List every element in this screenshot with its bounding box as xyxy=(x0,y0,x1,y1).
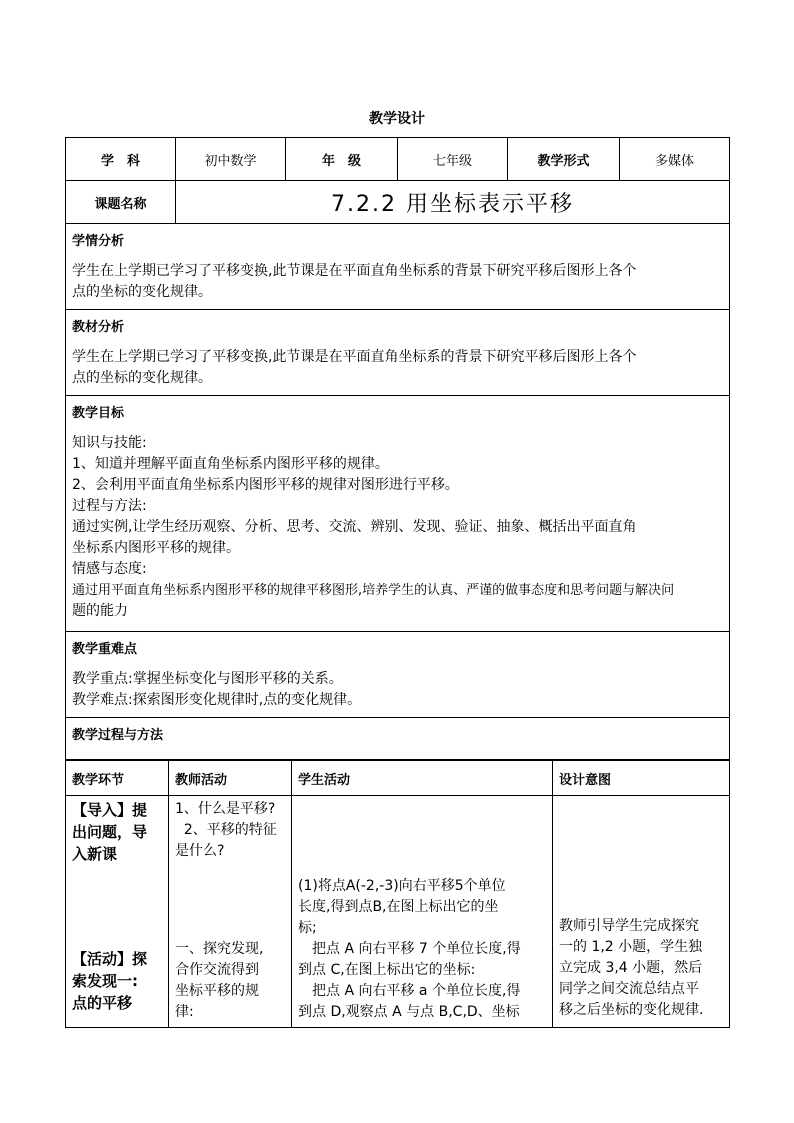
section-heading: 教材分析 xyxy=(72,320,125,335)
section-heading: 教学目标 xyxy=(72,406,125,421)
text-line: 到点 C,在图上标出它的坐标: xyxy=(298,962,476,978)
text-line: 教师引导学生完成探究 xyxy=(559,918,699,934)
material-analysis-section xyxy=(66,310,730,396)
stage-line: 出问题，导 xyxy=(72,823,148,841)
key-points-section xyxy=(66,632,730,718)
text-line: 题的能力 xyxy=(72,603,128,619)
text-line: 立完成 3,4 小题，然后 xyxy=(559,960,703,976)
intent-cell xyxy=(553,796,730,1028)
stage-cell xyxy=(66,796,169,1028)
student-analysis-row xyxy=(66,224,730,310)
goals-section xyxy=(66,396,730,632)
topic-label: 课题名称 xyxy=(66,181,176,224)
text-line: 2、平移的特征 xyxy=(175,822,277,838)
text-line: 教学难点:探索图形变化规律时,点的变化规律。 xyxy=(72,692,362,708)
text-line: 学生在上学期已学习了平移变换,此节课是在平面直角坐标系的背景下研究平移后图形上各个 xyxy=(72,263,637,279)
text-line: 点的坐标的变化规律。 xyxy=(72,284,212,300)
student-analysis-section xyxy=(66,224,730,310)
document-title: 教学设计 xyxy=(369,111,425,127)
stage-line: 索发现一: xyxy=(72,972,138,990)
text-line: 2、会利用平面直角坐标系内图形平移的规律对图形进行平移。 xyxy=(72,477,459,493)
grade-label: 年 级 xyxy=(286,138,398,181)
text-line: 到点 D,观察点 A 与点 B,C,D、坐标 xyxy=(298,1004,520,1020)
topic-row xyxy=(66,181,730,224)
process-section xyxy=(66,718,730,760)
lesson-info-table xyxy=(65,137,730,760)
col-header-student: 学生活动 xyxy=(292,761,553,796)
stage-line: 入新课 xyxy=(72,845,118,863)
text-line: 1、知道并理解平面直角坐标系内图形平移的规律。 xyxy=(72,456,389,472)
section-heading: 教学重难点 xyxy=(72,642,138,657)
stage-line: 【导入】提 xyxy=(72,801,148,819)
text-line: 把点 A 向右平移 a 个单位长度,得 xyxy=(298,983,521,999)
col-header-stage: 教学环节 xyxy=(66,761,169,796)
process-heading-row xyxy=(66,718,730,760)
text-line: 情感与态度: xyxy=(72,561,147,577)
text-line: 通过用平面直角坐标系内图形平移的规律平移图形,培养学生的认真、严谨的做事态度和思考问题与解决问 xyxy=(72,583,675,598)
text-line: 坐标系内图形平移的规律。 xyxy=(72,540,240,556)
material-analysis-row xyxy=(66,310,730,396)
text-line: 一、探究发现, xyxy=(175,941,264,957)
text-line: 过程与方法: xyxy=(72,498,147,514)
text-line: 同学之间交流总结点平 xyxy=(559,981,699,997)
form-label: 教学形式 xyxy=(508,138,620,181)
text-line: 教学重点:掌握坐标变化与图形平移的关系。 xyxy=(72,671,343,687)
col-header-teacher: 教师活动 xyxy=(169,761,292,796)
subject-value: 初中数学 xyxy=(176,138,286,181)
text-line: 把点 A 向右平移 7 个单位长度,得 xyxy=(298,941,521,957)
text-line: 律: xyxy=(175,1004,194,1020)
teacher-cell xyxy=(169,796,292,1028)
stage-line: 【活动】探 xyxy=(72,950,148,968)
text-line: 知识与技能: xyxy=(72,435,147,451)
text-line: 一的 1,2 小题，学生独 xyxy=(559,939,703,955)
text-line: (1)将点A(-2,-3)向右平移5个单位 xyxy=(298,878,506,894)
text-line: 是什么? xyxy=(175,843,225,859)
section-heading: 学情分析 xyxy=(72,234,125,249)
stage-line: 点的平移 xyxy=(72,994,133,1012)
text-line: 移之后坐标的变化规律. xyxy=(559,1002,704,1018)
goals-row xyxy=(66,396,730,632)
col-header-intent: 设计意图 xyxy=(553,761,730,796)
text-line: 坐标平移的规 xyxy=(175,983,259,999)
form-value: 多媒体 xyxy=(620,138,730,181)
text-line: 通过实例,让学生经历观察、分析、思考、交流、辨别、发现、验证、抽象、概括出平面直角 xyxy=(72,519,637,535)
topic-value: 7.2.2 用坐标表示平移 xyxy=(176,181,730,224)
grade-value: 七年级 xyxy=(398,138,508,181)
text-line: 学生在上学期已学习了平移变换,此节课是在平面直角坐标系的背景下研究平移后图形上各个 xyxy=(72,349,637,365)
text-line: 标; xyxy=(298,920,317,936)
text-line: 长度,得到点B,在图上标出它的坐 xyxy=(298,899,499,915)
subject-label: 学 科 xyxy=(66,138,176,181)
process-table xyxy=(65,760,730,1028)
info-row xyxy=(66,138,730,181)
text-line: 1、什么是平移? xyxy=(175,801,276,817)
student-cell xyxy=(292,796,553,1028)
text-line: 点的坐标的变化规律。 xyxy=(72,370,212,386)
process-row xyxy=(66,796,730,1028)
key-points-row xyxy=(66,632,730,718)
text-line: 合作交流得到 xyxy=(175,962,259,978)
process-header-row xyxy=(66,761,730,796)
section-heading: 教学过程与方法 xyxy=(72,728,164,743)
